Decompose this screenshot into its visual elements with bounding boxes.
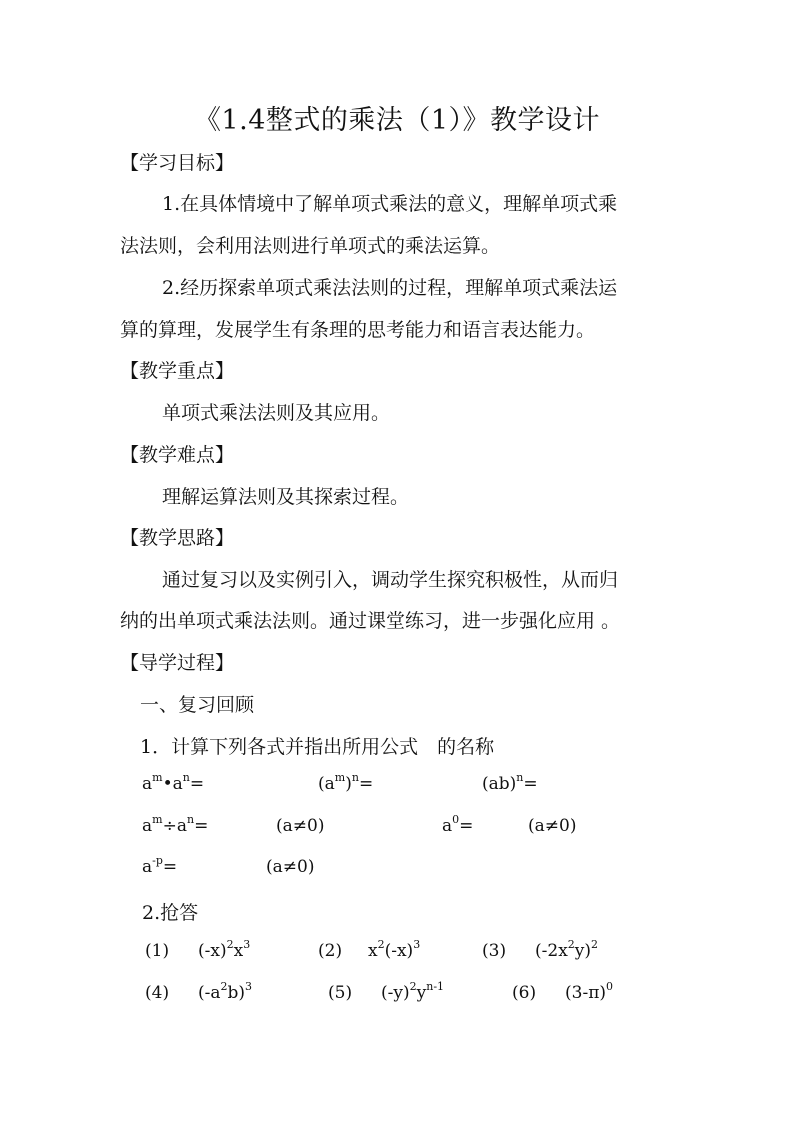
teaching-idea-line-2: 纳的出单项式乘法法则。通过课堂练习，进一步强化应用 。	[120, 610, 621, 632]
formula-negative-exponent: $a^{-p}=$	[142, 854, 178, 877]
process-heading: 【导学过程】	[120, 652, 235, 674]
formula-quotient-condition: (a≠0)	[276, 816, 325, 836]
formula-zero-exponent: $a^0=$	[442, 813, 474, 836]
goal-1-line-1: 1.在具体情境中了解单项式乘法的意义，理解单项式乘	[162, 193, 618, 215]
formula-power-of-power: $(a^m)^n=$	[318, 771, 374, 794]
formula-quotient-of-powers: $a^m\div a^n=$	[142, 813, 209, 836]
goals-heading: 【学习目标】	[120, 152, 235, 174]
exercise-4-expression: $(-a^2b)^3$	[198, 980, 253, 1003]
goal-2-line-1: 2.经历探索单项式乘法法则的过程，理解单项式乘法运	[162, 277, 618, 299]
exercise-2-number: (2)	[318, 941, 343, 961]
goal-1-line-2: 法法则，会利用法则进行单项式的乘法运算。	[120, 235, 501, 257]
exercise-2-expression: $x^2(-x)^3$	[368, 938, 421, 961]
question-2-text: 2.抢答	[142, 902, 199, 924]
key-points-heading: 【教学重点】	[120, 360, 235, 382]
formula-negative-exponent-condition: (a≠0)	[266, 857, 315, 877]
key-points-text: 单项式乘法法则及其应用。	[162, 402, 391, 424]
exercise-6-number: (6)	[512, 983, 537, 1003]
formula-zero-exponent-condition: (a≠0)	[528, 816, 577, 836]
formula-power-of-product: (ab)$^n$=	[482, 771, 538, 794]
exercise-1-expression: $(-x)^2x^3$	[198, 938, 251, 961]
exercise-4-number: (4)	[145, 983, 170, 1003]
difficulty-text: 理解运算法则及其探索过程。	[162, 486, 410, 508]
exercise-3-number: (3)	[482, 941, 507, 961]
review-heading: 一、复习回顾	[140, 694, 255, 716]
goal-2-line-2: 算的算理，发展学生有条理的思考能力和语言表达能力。	[120, 319, 596, 341]
formula-product-of-powers: $a^m•a^n=$	[142, 771, 205, 794]
question-1-text: 1．计算下列各式并指出所用公式 的名称	[140, 736, 495, 758]
teaching-idea-heading: 【教学思路】	[120, 527, 235, 549]
exercise-1-number: (1)	[145, 941, 170, 961]
difficulty-heading: 【教学难点】	[120, 444, 235, 466]
exercise-3-expression: $(-2x^2y)^2$	[535, 938, 599, 961]
exercise-5-expression: $(-y)^2y^{n-1}$	[381, 980, 445, 1003]
document-title: 《1.4整式的乘法（1）》教学设计	[193, 105, 601, 136]
teaching-idea-line-1: 通过复习以及实例引入，调动学生探究积极性，从而归	[162, 569, 619, 591]
exercise-5-number: (5)	[328, 983, 353, 1003]
exercise-6-expression: $(3-\pi)^0$	[565, 980, 613, 1003]
